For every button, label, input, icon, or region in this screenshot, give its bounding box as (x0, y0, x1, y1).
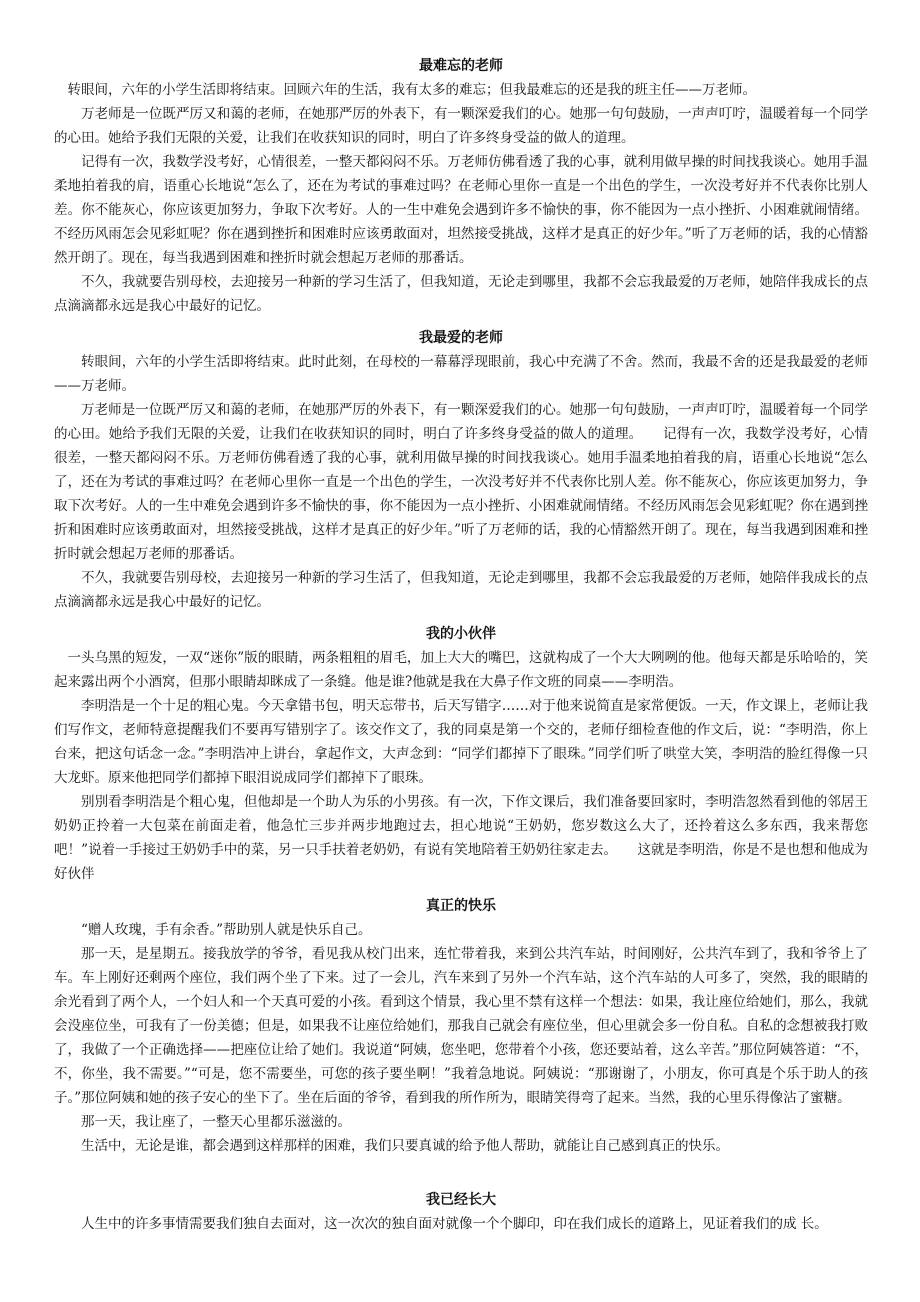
section-gap (54, 1158, 868, 1180)
essay-paragraph: 人生中的许多事情需要我们独自去面对，这一次次的独自面对就像一个个脚印，印在我们成长的道路上，见证着我们的成 长。 (81, 1216, 828, 1232)
essay-paragraph: 那一天，是星期五。接我放学的爷爷，看见我从校门出来，连忙带着我，来到公共汽车站，时间刚好，公共汽车到了，我和爷爷上了车。车上刚好还剩两个座位，我们两个坐了下来。过了一会儿，汽车来到了另外一个汽车站，这个汽车站的人可多了，突然，我的眼睛的余光看到了两个人，一个妇人和一个天真可爱的小孩。看到这个情景，我心里不禁有这样一个想法：如果，我让座位给她们，那么，我就会没座位坐，可我有了一份美德；但是，如果我不让座位给她们，那我自己就会有座位坐，但心里就会多一份自私。自私的念想被我打败了，我做了一个正确选择——把座位让给了她们。我说道“阿姨，您坐吧，您带着个小孩，您还要站着，这么辛苦。”那位阿姨答道：“不，不，你坐，我不需要。”“可是，您不需要坐，可您的孩子要坐啊！”我着急地说。阿姨说：“那谢谢了，小朋友，你可真是个乐于助人的孩子。”那位阿姨和她的孩子安心的坐下了。坐在后面的爷爷，看到我的所作所为，眼睛笑得弯了起来。当然，我的心里乐得像沾了蜜糖。 (54, 946, 868, 1106)
essay-paragraph: 生活中，无论是谁，都会遇到这样那样的困难，我们只要真诚的给予他人帮助，就能让自己感到真正的快乐。 (81, 1138, 729, 1154)
essay-title: 最难忘的老师 (419, 58, 503, 74)
essay-section (54, 54, 868, 318)
essay-paragraph: “赠人玫瑰，手有余香。”帮助别人就是快乐自己。 (81, 922, 372, 938)
essay-paragraph: 李明浩是一个十足的粗心鬼。今天拿错书包，明天忘带书，后天写错字……对于他来说简直是家常便饭。一天，作文课上，老师让我们写作文，老师特意提醒我们不要再写错别字了。该交作文了，我的同桌是第一个交的，老师仔细检查他的作文后，说：“李明浩，你上台来，把这句话念一念。”李明浩冲上讲台，拿起作文，大声念到：“同学们都掉下了眼珠。”同学们听了哄堂大笑，李明浩的脸红得像一只大龙虾。原来他把同学们都掉下眼泪说成同学们都掉下了眼珠。 (54, 698, 868, 786)
essay-title: 我已经长大 (426, 1192, 496, 1208)
essay-title: 真正的快乐 (426, 898, 496, 914)
essay-paragraph: 万老师是一位既严厉又和蔼的老师，在她那严厉的外表下，有一颗深爱我们的心。她那一句句鼓励，一声声叮咛，温暖着每一个同学的心田。她给予我们无限的关爱，让我们在收获知识的同时，明白了许多终身受益的做人的道理。 (54, 106, 868, 146)
essay-paragraph: 不久，我就要告别母校，去迎接另一种新的学习生活了，但我知道，无论走到哪里，我都不会忘我最爱的万老师，她陪伴我成长的点点滴滴都永远是我心中最好的记忆。 (54, 570, 868, 610)
essay-paragraph: 万老师是一位既严厉又和蔼的老师，在她那严厉的外表下，有一颗深爱我们的心。她那一句句鼓励，一声声叮咛，温暖着每一个同学的心田。她给予我们无限的关爱，让我们在收获知识的同时，明白了许多终身受益的做人的道理。 记得有一次，我数学没考好，心情很差，一整天都闷闷不乐。万老师仿佛看透了我的心事，就利用做早操的时间找我谈心。她用手温柔地拍着我的肩，语重心长地说“怎么了，还在为考试的事难过吗？在老师心里你一直是一个出色的学生，一次没考好并不代表你比别人差。你不能灰心，你应该更加努力，争取下次考好。人的一生中难免会遇到许多不愉快的事，你不能因为一点小挫折、小困难就闹情绪。不经历风雨怎会见彩虹呢？你在遇到挫折和困难时应该勇敢面对，坦然接受挑战，这样才是真正的好少年。”听了万老师的话，我的心情豁然开朗了。现在，每当我遇到困难和挫折时就会想起万老师的那番话。 (54, 402, 868, 562)
essay-title: 我最爱的老师 (419, 330, 503, 346)
essay-paragraph: 记得有一次，我数学没考好，心情很差，一整天都闷闷不乐。万老师仿佛看透了我的心事，就利用做早操的时间找我谈心。她用手温柔地拍着我的肩，语重心长地说“怎么了，还在为考试的事难过吗？在老师心里你一直是一个出色的学生，一次没考好并不代表你比别人差。你不能灰心，你应该更加努力，争取下次考好。人的一生中难免会遇到许多不愉快的事，你不能因为一点小挫折、小困难就闹情绪。不经历风雨怎会见彩虹呢？你在遇到挫折和困难时应该勇敢面对，坦然接受挑战，这样才是真正的好少年。”听了万老师的话，我的心情豁然开朗了。现在，每当我遇到困难和挫折时就会想起万老师的那番话。 (54, 154, 868, 266)
essay-section (54, 1188, 868, 1236)
essay-paragraph: 那一天，我让座了，一整天心里都乐滋滋的。 (81, 1114, 351, 1130)
essay-paragraph: 转眼间，六年的小学生活即将结束。此时此刻，在母校的一幕幕浮现眼前，我心中充满了不舍。然而，我最不舍的还是我最爱的老师——万老师。 (54, 354, 868, 394)
essay-title: 我的小伙伴 (426, 626, 496, 642)
essay-section (54, 894, 868, 1158)
essay-section (54, 326, 868, 614)
essay-paragraph: 转眼间，六年的小学生活即将结束。回顾六年的生活，我有太多的难忘；但我最难忘的还是我的班主任——万老师。 (67, 82, 756, 98)
essay-section (54, 622, 868, 886)
essay-paragraph: 一头乌黑的短发，一双“迷你”版的眼睛，两条粗粗的眉毛，加上大大的嘴巴，这就构成了一个大大咧咧的他。他每天都是乐哈哈的，笑起来露出两个小酒窝，但那小眼睛却眯成了一条缝。他是谁?他就是我在大鼻子作文班的同桌——李明浩。 (54, 650, 868, 690)
essay-paragraph: 不久，我就要告别母校，去迎接另一种新的学习生活了，但我知道，无论走到哪里，我都不会忘我最爱的万老师，她陪伴我成长的点点滴滴都永远是我心中最好的记忆。 (54, 274, 868, 314)
essay-paragraph: 别別看李明浩是个粗心鬼，但他却是一个助人为乐的小男孩。有一次，下作文课后，我们准备要回家时，李明浩忽然看到他的邻居王奶奶正拎着一大包菜在前面走着，他急忙三步并两步地跑过去，担心地说“王奶奶，您岁数这么大了，还拎着这么多东西，我来帮您吧！”说着一手接过王奶奶手中的菜，另一只手扶着老奶奶，有说有笑地陪着王奶奶往家走去。 这就是李明浩，你是不是也想和他成为好伙伴 (54, 794, 868, 882)
